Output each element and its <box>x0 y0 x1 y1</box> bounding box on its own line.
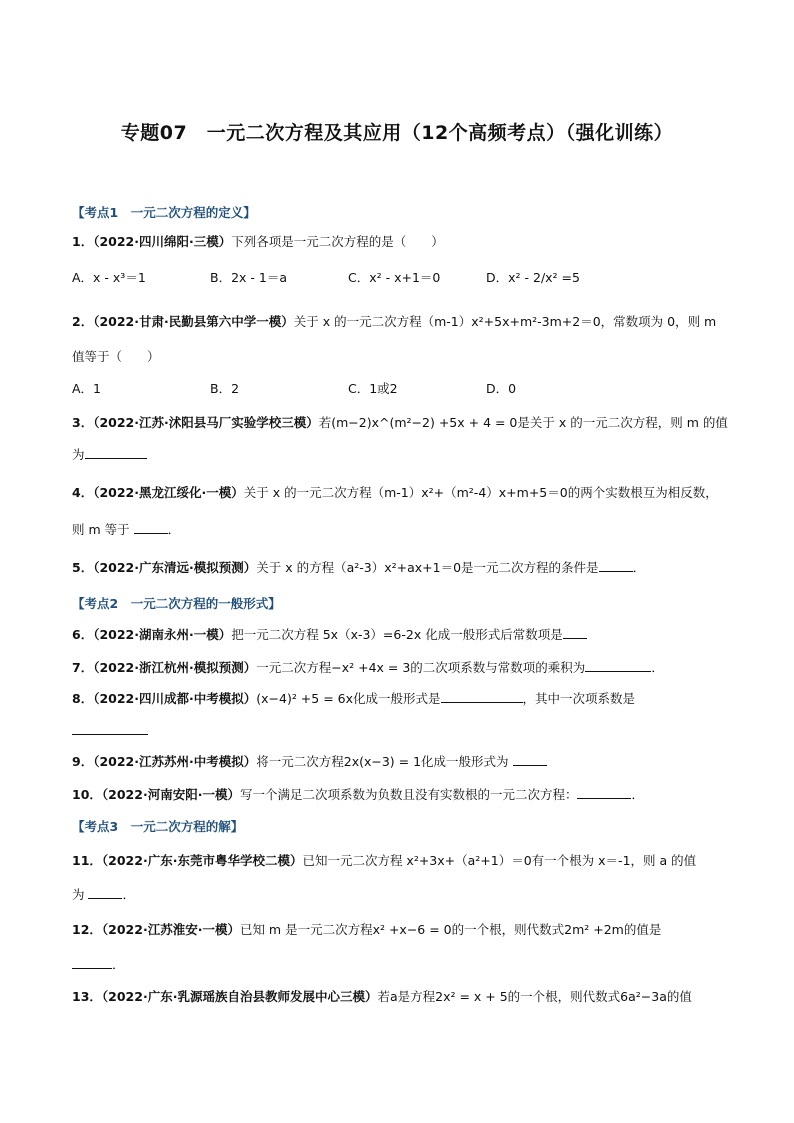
question-1 <box>72 234 444 250</box>
answer-blank <box>441 690 523 703</box>
question-text: 把一元二次方程 5x（x-3）=6-2x 化成一般形式后常数项是 <box>231 627 563 642</box>
question-end: ． <box>651 660 664 675</box>
option-d: D．0 <box>486 381 517 396</box>
question-text: (x−4)² +5 = 6x化成一般形式是 <box>256 691 441 706</box>
question-7 <box>72 659 664 676</box>
question-text: 已知一元二次方程 x²+3x+（a²+1）＝0有一个根为 x＝-1，则 a 的值 <box>302 853 697 868</box>
section-heading-3: 【考点3 一元二次方程的解】 <box>72 819 244 834</box>
question-number: 1． <box>72 234 94 249</box>
question-12-continued <box>72 956 125 973</box>
question-number: 11． <box>72 853 102 868</box>
question-number: 12． <box>72 922 102 937</box>
question-text: 关于 x 的一元二次方程（m-1）x²+（m²-4）x+m+5＝0的两个实数根互为相反数， <box>243 485 718 500</box>
question-source: （2022·黑龙江绥化·一模） <box>93 485 244 500</box>
question-number: 4． <box>72 485 94 500</box>
answer-blank <box>88 886 122 899</box>
question-number: 13． <box>72 989 102 1004</box>
question-end: ． <box>112 957 125 972</box>
answer-blank <box>72 722 148 735</box>
section-heading-2: 【考点2 一元二次方程的一般形式】 <box>72 596 281 611</box>
question-2-continued: 值等于（ ） <box>72 349 160 364</box>
question-source: （2022·广东·乳源瑶族自治县教师发展中心三模） <box>101 989 378 1004</box>
question-text: 则 m 等于 <box>72 522 134 537</box>
question-number: 8． <box>72 691 94 706</box>
question-number: 7． <box>72 660 94 675</box>
question-2 <box>72 314 716 330</box>
question-8-continued <box>72 722 148 739</box>
section-heading-1: 【考点1 一元二次方程的定义】 <box>72 205 256 220</box>
question-source: （2022·四川绵阳·三模） <box>93 234 232 249</box>
question-number: 9． <box>72 754 94 769</box>
question-number: 2． <box>72 314 94 329</box>
question-source: （2022·江苏淮安·一模） <box>101 922 240 937</box>
question-source: （2022·河南安阳·一模） <box>101 787 240 802</box>
question-6 <box>72 626 587 643</box>
question-number: 5． <box>72 560 94 575</box>
question-9 <box>72 753 547 770</box>
question-text: 关于 x 的一元二次方程（m-1）x²+5x+m²-3m+2＝0，常数项为 0，则 m <box>293 314 717 329</box>
question-source: （2022·广东清远·模拟预测） <box>93 560 257 575</box>
question-source: （2022·江苏苏州·中考模拟） <box>93 754 257 769</box>
question-text: 为 <box>72 887 89 902</box>
page-title: 专题07 一元二次方程及其应用（12个高频考点）（强化训练） <box>120 122 674 144</box>
answer-blank <box>134 521 168 534</box>
answer-blank <box>563 626 587 639</box>
option-c: C．1或2 <box>348 381 398 396</box>
question-text: 将一元二次方程2x(x−3) = 1化成一般形式为 <box>256 754 513 769</box>
option-c: C．x² - x+1＝0 <box>348 270 441 285</box>
question-number: 3． <box>72 415 94 430</box>
question-source: （2022·浙江杭州·模拟预测） <box>93 660 257 675</box>
question-text: 为 <box>72 447 85 462</box>
question-text: 若a是方程2x² = x + 5的一个根，则代数式6a²−3a的值 <box>377 989 692 1004</box>
option-a: A．x - x³＝1 <box>72 270 146 285</box>
question-end: ． <box>167 522 181 537</box>
question-text: 关于 x 的方程（a²-3）x²+ax+1＝0是一元二次方程的条件是 <box>256 560 599 575</box>
answer-blank <box>585 659 651 672</box>
question-end: ． <box>631 787 644 802</box>
question-2-options <box>72 381 624 397</box>
question-number: 6． <box>72 627 94 642</box>
option-d: D．x² - 2/x² =5 <box>486 270 580 285</box>
answer-blank <box>577 786 631 799</box>
question-12 <box>72 922 661 938</box>
question-text: 下列各项是一元二次方程的是（ ） <box>231 234 444 249</box>
question-text: 若(m−2)x^(m²−2) +5x + 4 = 0是关于 x 的一元二次方程，则 m 的值 <box>318 415 728 430</box>
option-b: B．2x - 1＝a <box>210 270 287 285</box>
question-text: 写一个满足二次项系数为负数且没有实数根的一元二次方程： <box>239 787 578 802</box>
question-text: 已知 m 是一元二次方程x² +x−6 = 0的一个根，则代数式2m² +2m的值是 <box>239 922 662 937</box>
question-1-options <box>72 270 624 286</box>
question-3-continued <box>72 446 147 463</box>
question-5 <box>72 559 645 576</box>
question-11-continued <box>72 886 135 903</box>
answer-blank <box>85 446 147 459</box>
question-4 <box>72 485 718 501</box>
question-10 <box>72 786 644 803</box>
answer-blank <box>513 753 547 766</box>
answer-blank <box>72 956 112 969</box>
question-13 <box>72 989 692 1005</box>
question-source: （2022·江苏·沭阳县马厂实验学校三模） <box>93 415 319 430</box>
question-source: （2022·湖南永州·一模） <box>93 627 232 642</box>
question-number: 10． <box>72 787 102 802</box>
question-8 <box>72 690 635 707</box>
question-source: （2022·甘肃·民勤县第六中学一模） <box>93 314 294 329</box>
question-11 <box>72 853 696 869</box>
answer-blank <box>599 559 633 572</box>
option-b: B．2 <box>210 381 240 396</box>
question-3 <box>72 415 728 431</box>
question-4-continued <box>72 521 180 538</box>
question-text: ，其中一次项系数是 <box>522 691 636 706</box>
question-source: （2022·四川成都·中考模拟） <box>93 691 257 706</box>
option-a: A．1 <box>72 381 102 396</box>
question-end: ． <box>122 887 135 902</box>
question-source: （2022·广东·东莞市粤华学校二模） <box>101 853 303 868</box>
question-text: 一元二次方程−x² +4x = 3的二次项系数与常数项的乘积为 <box>256 660 586 675</box>
question-end: ． <box>632 560 646 575</box>
